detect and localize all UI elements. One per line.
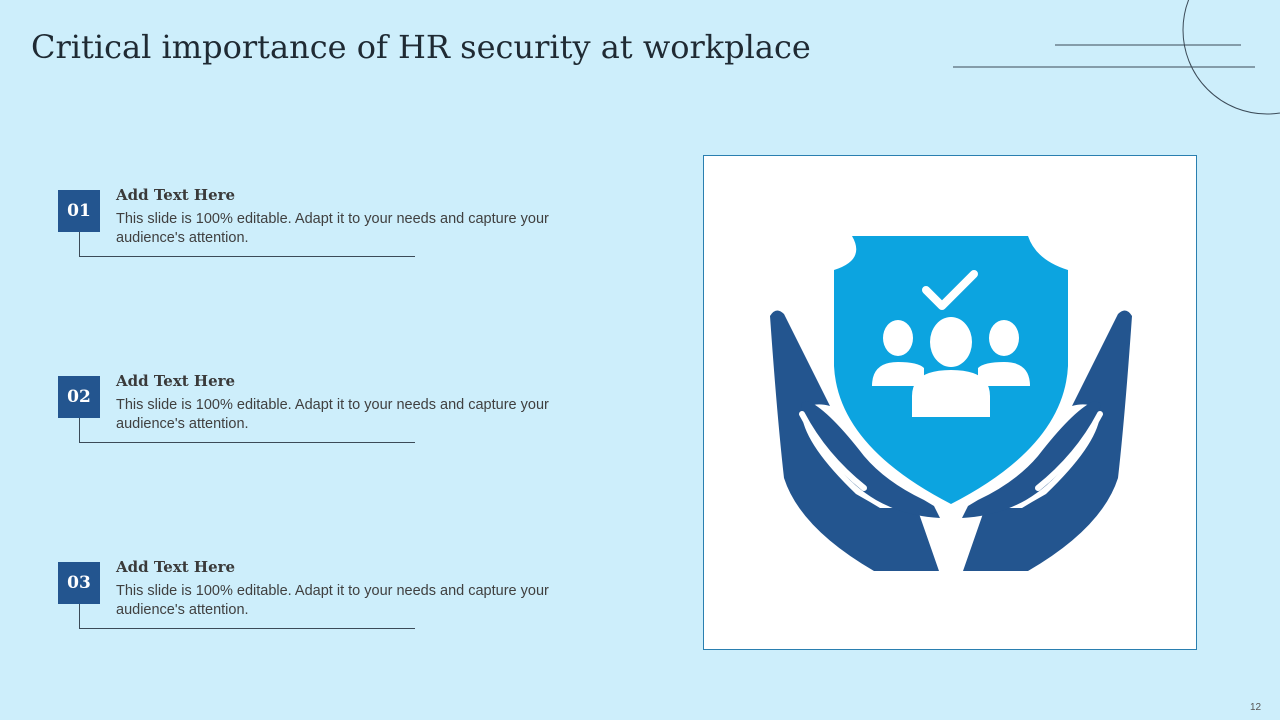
underline — [79, 628, 415, 629]
underline — [79, 442, 415, 443]
connector-line — [79, 418, 80, 442]
item-number-badge: 03 — [58, 562, 100, 604]
list-item — [58, 558, 578, 634]
item-heading: Add Text Here — [116, 186, 236, 204]
item-number-badge: 02 — [58, 376, 100, 418]
connector-line — [79, 232, 80, 256]
item-body: This slide is 100% editable. Adapt it to your needs and capture your audience's attention. — [116, 397, 549, 432]
hands-holding-shield-with-team-icon — [704, 156, 1198, 651]
illustration-panel — [703, 155, 1197, 650]
slide-title: Critical importance of HR security at workplace — [31, 28, 811, 66]
list-item — [58, 186, 578, 262]
item-heading: Add Text Here — [116, 372, 236, 390]
connector-line — [79, 604, 80, 628]
item-body: This slide is 100% editable. Adapt it to your needs and capture your audience's attention. — [116, 211, 549, 246]
item-body: This slide is 100% editable. Adapt it to your needs and capture your audience's attention. — [116, 583, 549, 618]
item-number-badge: 01 — [58, 190, 100, 232]
list-item — [58, 372, 578, 448]
item-heading: Add Text Here — [116, 558, 236, 576]
underline — [79, 256, 415, 257]
page-number: 12 — [1250, 702, 1262, 713]
